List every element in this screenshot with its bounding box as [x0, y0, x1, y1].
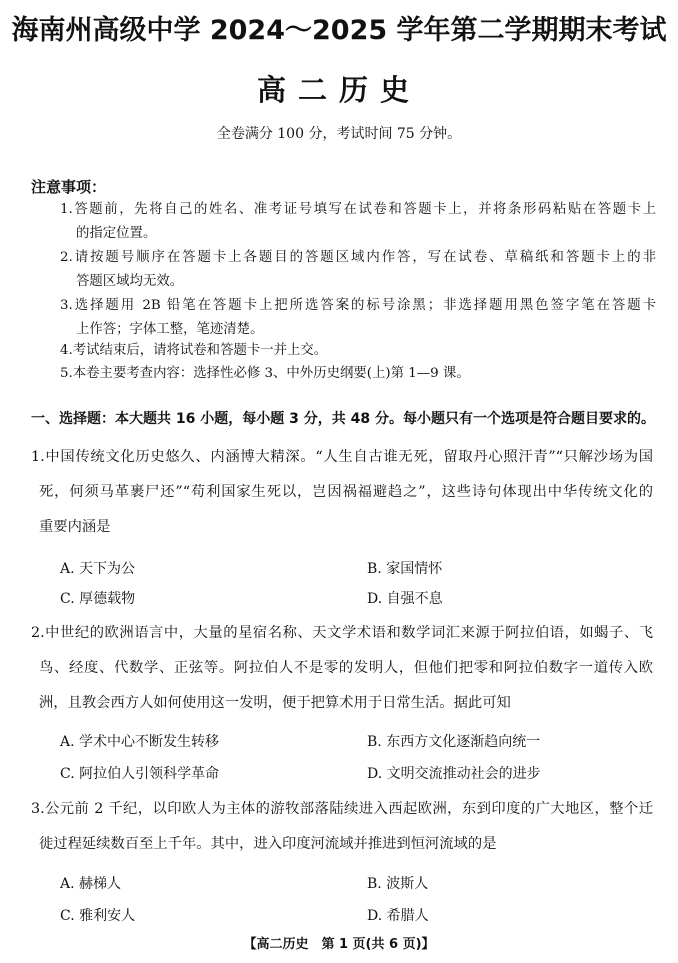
- notice-item-4: [60, 339, 656, 363]
- notice-item-5-line1: 5.本卷主要考查内容：选择性必修 3、中外历史纲要(上)第 1—9 课。: [60, 366, 470, 381]
- question-3-option-d: D. 希腊人: [367, 908, 429, 924]
- notice-item-2-line1: 2.请按题号顺序在答题卡上各题目的答题区域内作答，写在试卷、草稿纸和答题卡上的非: [60, 250, 656, 265]
- question-1-line2: 死，何须马革裹尸还”“苟利国家生死以，岂因祸福避趋之”，这些诗句体现出中华传统文化的: [39, 484, 653, 500]
- question-1-option-d: D. 自强不息: [367, 591, 443, 607]
- notice-item-2: [60, 246, 656, 294]
- question-3-option-c: C. 雅利安人: [60, 908, 136, 924]
- question-2-option-c: C. 阿拉伯人引领科学革命: [60, 766, 220, 782]
- notice-item-3-line2: 上作答；字体工整，笔迹清楚。: [76, 322, 264, 337]
- page-footer: 【高二历史 第 1 页(共 6 页)】: [243, 937, 435, 952]
- notice-item-5: [60, 362, 656, 386]
- notice-item-1-line1: 1.答题前，先将自己的姓名、准考证号填写在试卷和答题卡上，并将条形码粘贴在答题卡上: [60, 202, 656, 217]
- notice-item-4-line1: 4.考试结束后，请将试卷和答题卡一并上交。: [60, 343, 328, 358]
- notice-heading: 注意事项：: [31, 178, 107, 196]
- question-2-option-a: A. 学术中心不断发生转移: [60, 734, 220, 750]
- question-2: [31, 616, 653, 721]
- subject-title: 高二历史: [256, 73, 421, 107]
- notice-item-3: [60, 294, 656, 342]
- score-time-line: 全卷满分 100 分，考试时间 75 分钟。: [216, 126, 462, 142]
- section-heading: 一、选择题：本大题共 16 小题，每小题 3 分，共 48 分。每小题只有一个选项是符合题目要求的。: [31, 411, 655, 427]
- question-1-option-b: B. 家国情怀: [367, 561, 443, 577]
- question-3: [31, 792, 653, 862]
- question-2-line2: 鸟、经度、代数学、正弦等。阿拉伯人不是零的发明人，但他们把零和阿拉伯数字一道传入欧: [39, 660, 653, 676]
- question-3-line1: 3.公元前 2 千纪，以印欧人为主体的游牧部落陆续进入西起欧洲，东到印度的广大地区，整个迁: [31, 801, 653, 817]
- question-1-option-a: A. 天下为公: [60, 561, 136, 577]
- question-1-line1: 1.中国传统文化历史悠久、内涵博大精深。“人生自古谁无死，留取丹心照汗青”“只解沙场为国: [31, 449, 653, 465]
- notice-item-3-line1: 3.选择题用 2B 铅笔在答题卡上把所选答案的标号涂黑；非选择题用黑色签字笔在答题卡: [60, 298, 656, 313]
- notice-item-1-line2: 的指定位置。: [76, 226, 157, 241]
- question-2-option-d: D. 文明交流推动社会的进步: [367, 766, 541, 782]
- question-1-option-c: C. 厚德载物: [60, 591, 136, 607]
- question-2-line1: 2.中世纪的欧洲语言中，大量的星宿名称、天文学术语和数学词汇来源于阿拉伯语，如蝎子、飞: [31, 625, 653, 641]
- question-3-line2: 徙过程延续数百至上千年。其中，进入印度河流域并推进到恒河流域的是: [39, 836, 497, 852]
- question-1: [31, 440, 653, 545]
- question-1-line3: 重要内涵是: [39, 519, 111, 535]
- notice-item-2-line2: 答题区域均无效。: [76, 274, 184, 289]
- exam-title: 海南州高级中学 2024～2025 学年第二学期期末考试: [11, 15, 667, 46]
- question-3-option-b: B. 波斯人: [367, 876, 429, 892]
- notice-item-1: [60, 198, 656, 246]
- question-2-option-b: B. 东西方文化逐渐趋向统一: [367, 734, 541, 750]
- question-2-line3: 洲，且教会西方人如何使用这一发明，便于把算术用于日常生活。据此可知: [39, 695, 511, 711]
- question-3-option-a: A. 赫梯人: [60, 876, 122, 892]
